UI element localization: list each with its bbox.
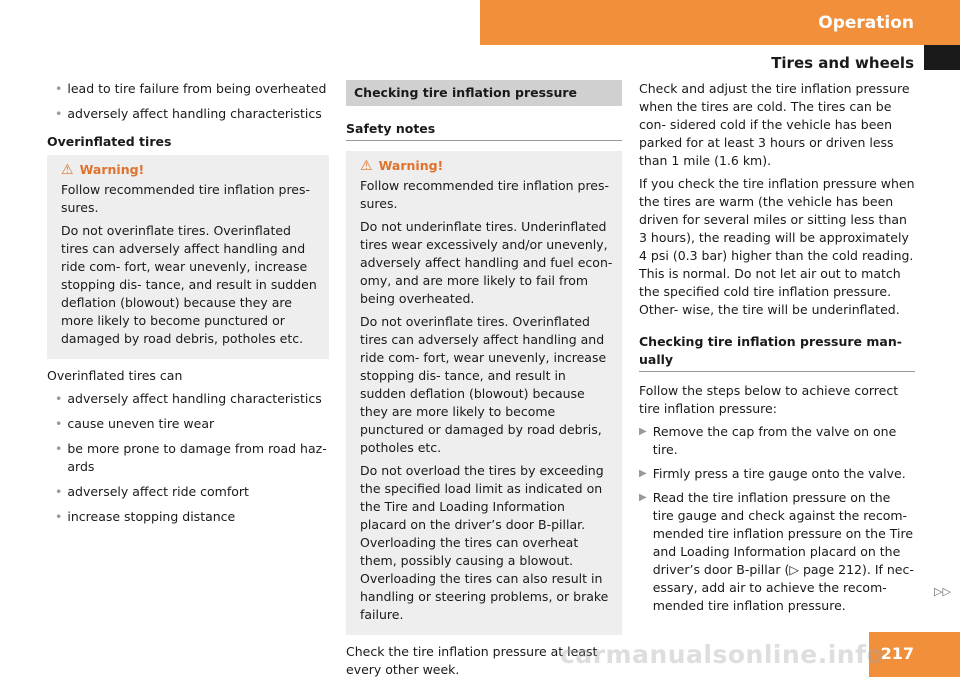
column-left — [47, 80, 329, 533]
step-item: ▶ Read the tire inflation pressure on the tire gauge and check against the recom- mended tire inflation pressure on the Tire and Loading Information placard on the driver’s door B-pillar (▷ page 212). If nec- essary, add air to achieve the recom- mended tire inflation pressure. — [639, 490, 914, 613]
warning-text: Do not underinflate tires. Underinflated tires wear excessively and/or unevenly, adversely affect handling and fuel econ- omy, and are more likely to fail from being overheated. — [360, 219, 613, 306]
paragraph: Check and adjust the tire inflation pressure when the tires are cold. The tires can be con- sidered cold if the vehicle has been parked for at least 3 hours or driven less than 1 mile (1.6 km). — [639, 81, 910, 168]
step-item: ▶ Firmly press a tire gauge onto the valve. — [639, 466, 906, 481]
step-arrow-icon: ▶ — [639, 426, 647, 437]
warning-box — [346, 151, 622, 635]
list-item: • be more prone to damage from road haz- ards — [55, 441, 327, 474]
warning-box — [47, 155, 329, 359]
safety-notes-heading: Safety notes — [346, 120, 622, 141]
chapter-tab — [480, 0, 960, 45]
list-item: • adversely affect handling characteristics — [55, 391, 322, 406]
list-item: • cause uneven tire wear — [55, 416, 215, 431]
list-item: • adversely affect ride comfort — [55, 484, 249, 499]
check-frequency-text: Check the tire inflation pressure at least every other week. — [346, 644, 598, 677]
paragraph: If you check the tire inflation pressure when the tires are warm (the vehicle has been driven for several miles or sitting less than 3 hours), the reading will be approximately 4 psi (0.3 bar) higher than the cold reading. This is normal. Do not let air out to match the specified cold tire inflation pressure. Other- wise, the tire will be underinflated. — [639, 176, 915, 317]
step-item: ▶ Remove the cap from the valve on one tire. — [639, 424, 897, 457]
warning-title: Warning! — [79, 162, 145, 177]
step-arrow-icon: ▶ — [639, 468, 647, 479]
intro-text: Follow the steps below to achieve correct tire inflation pressure: — [639, 383, 899, 416]
manual-check-heading: Checking tire inflation pressure man- ually — [639, 333, 915, 372]
continue-icon: ▷▷ — [934, 585, 951, 598]
list-item: • adversely affect handling characteristics — [55, 106, 322, 121]
watermark: carmanualsonline.info — [560, 640, 885, 669]
warning-text: Do not overload the tires by exceeding the specified load limit as indicated on the Tire and Loading Information placard on the driver’s door B-pillar. Overloading the tires can overheat them, possibly causing a blowout. Overloading the tires can also result in handling or steering problems, or brake failure. — [360, 463, 609, 622]
warning-text: Follow recommended tire inflation pres- sures. — [61, 182, 311, 215]
column-middle — [346, 80, 622, 684]
section-marker — [924, 45, 960, 70]
column-right — [639, 80, 915, 621]
warning-text: Do not overinflate tires. Overinflated tires can adversely affect handling and ride com- fort, wear unevenly, increase stopping dis- tance, and result in sudden deflation (blowout) because they are more likely to become punctured or damaged by road debris, potholes etc. — [360, 314, 607, 455]
list-item: • increase stopping distance — [55, 509, 236, 524]
page-number: 217 — [869, 632, 960, 677]
chapter-title: Operation — [818, 12, 914, 33]
warning-text: Follow recommended tire inflation pres- sures. — [360, 178, 610, 211]
warning-icon: ⚠ — [360, 158, 373, 174]
warning-title: Warning! — [378, 158, 444, 173]
warning-icon: ⚠ — [61, 162, 74, 178]
warning-text: Do not overinflate tires. Overinflated tires can adversely affect handling and ride com- fort, wear unevenly, increase stopping dis- tance, and result in sudden deflation (blowout) because they are more likely to become punctured or damaged by road debris, potholes etc. — [61, 223, 317, 346]
section-title: Tires and wheels — [771, 54, 914, 72]
list-item: • lead to tire failure from being overheated — [55, 81, 327, 96]
heading-overinflated: Overinflated tires — [47, 134, 172, 149]
gray-heading: Checking tire inflation pressure — [346, 80, 622, 106]
intro-text: Overinflated tires can — [47, 368, 183, 383]
step-arrow-icon: ▶ — [639, 492, 647, 503]
